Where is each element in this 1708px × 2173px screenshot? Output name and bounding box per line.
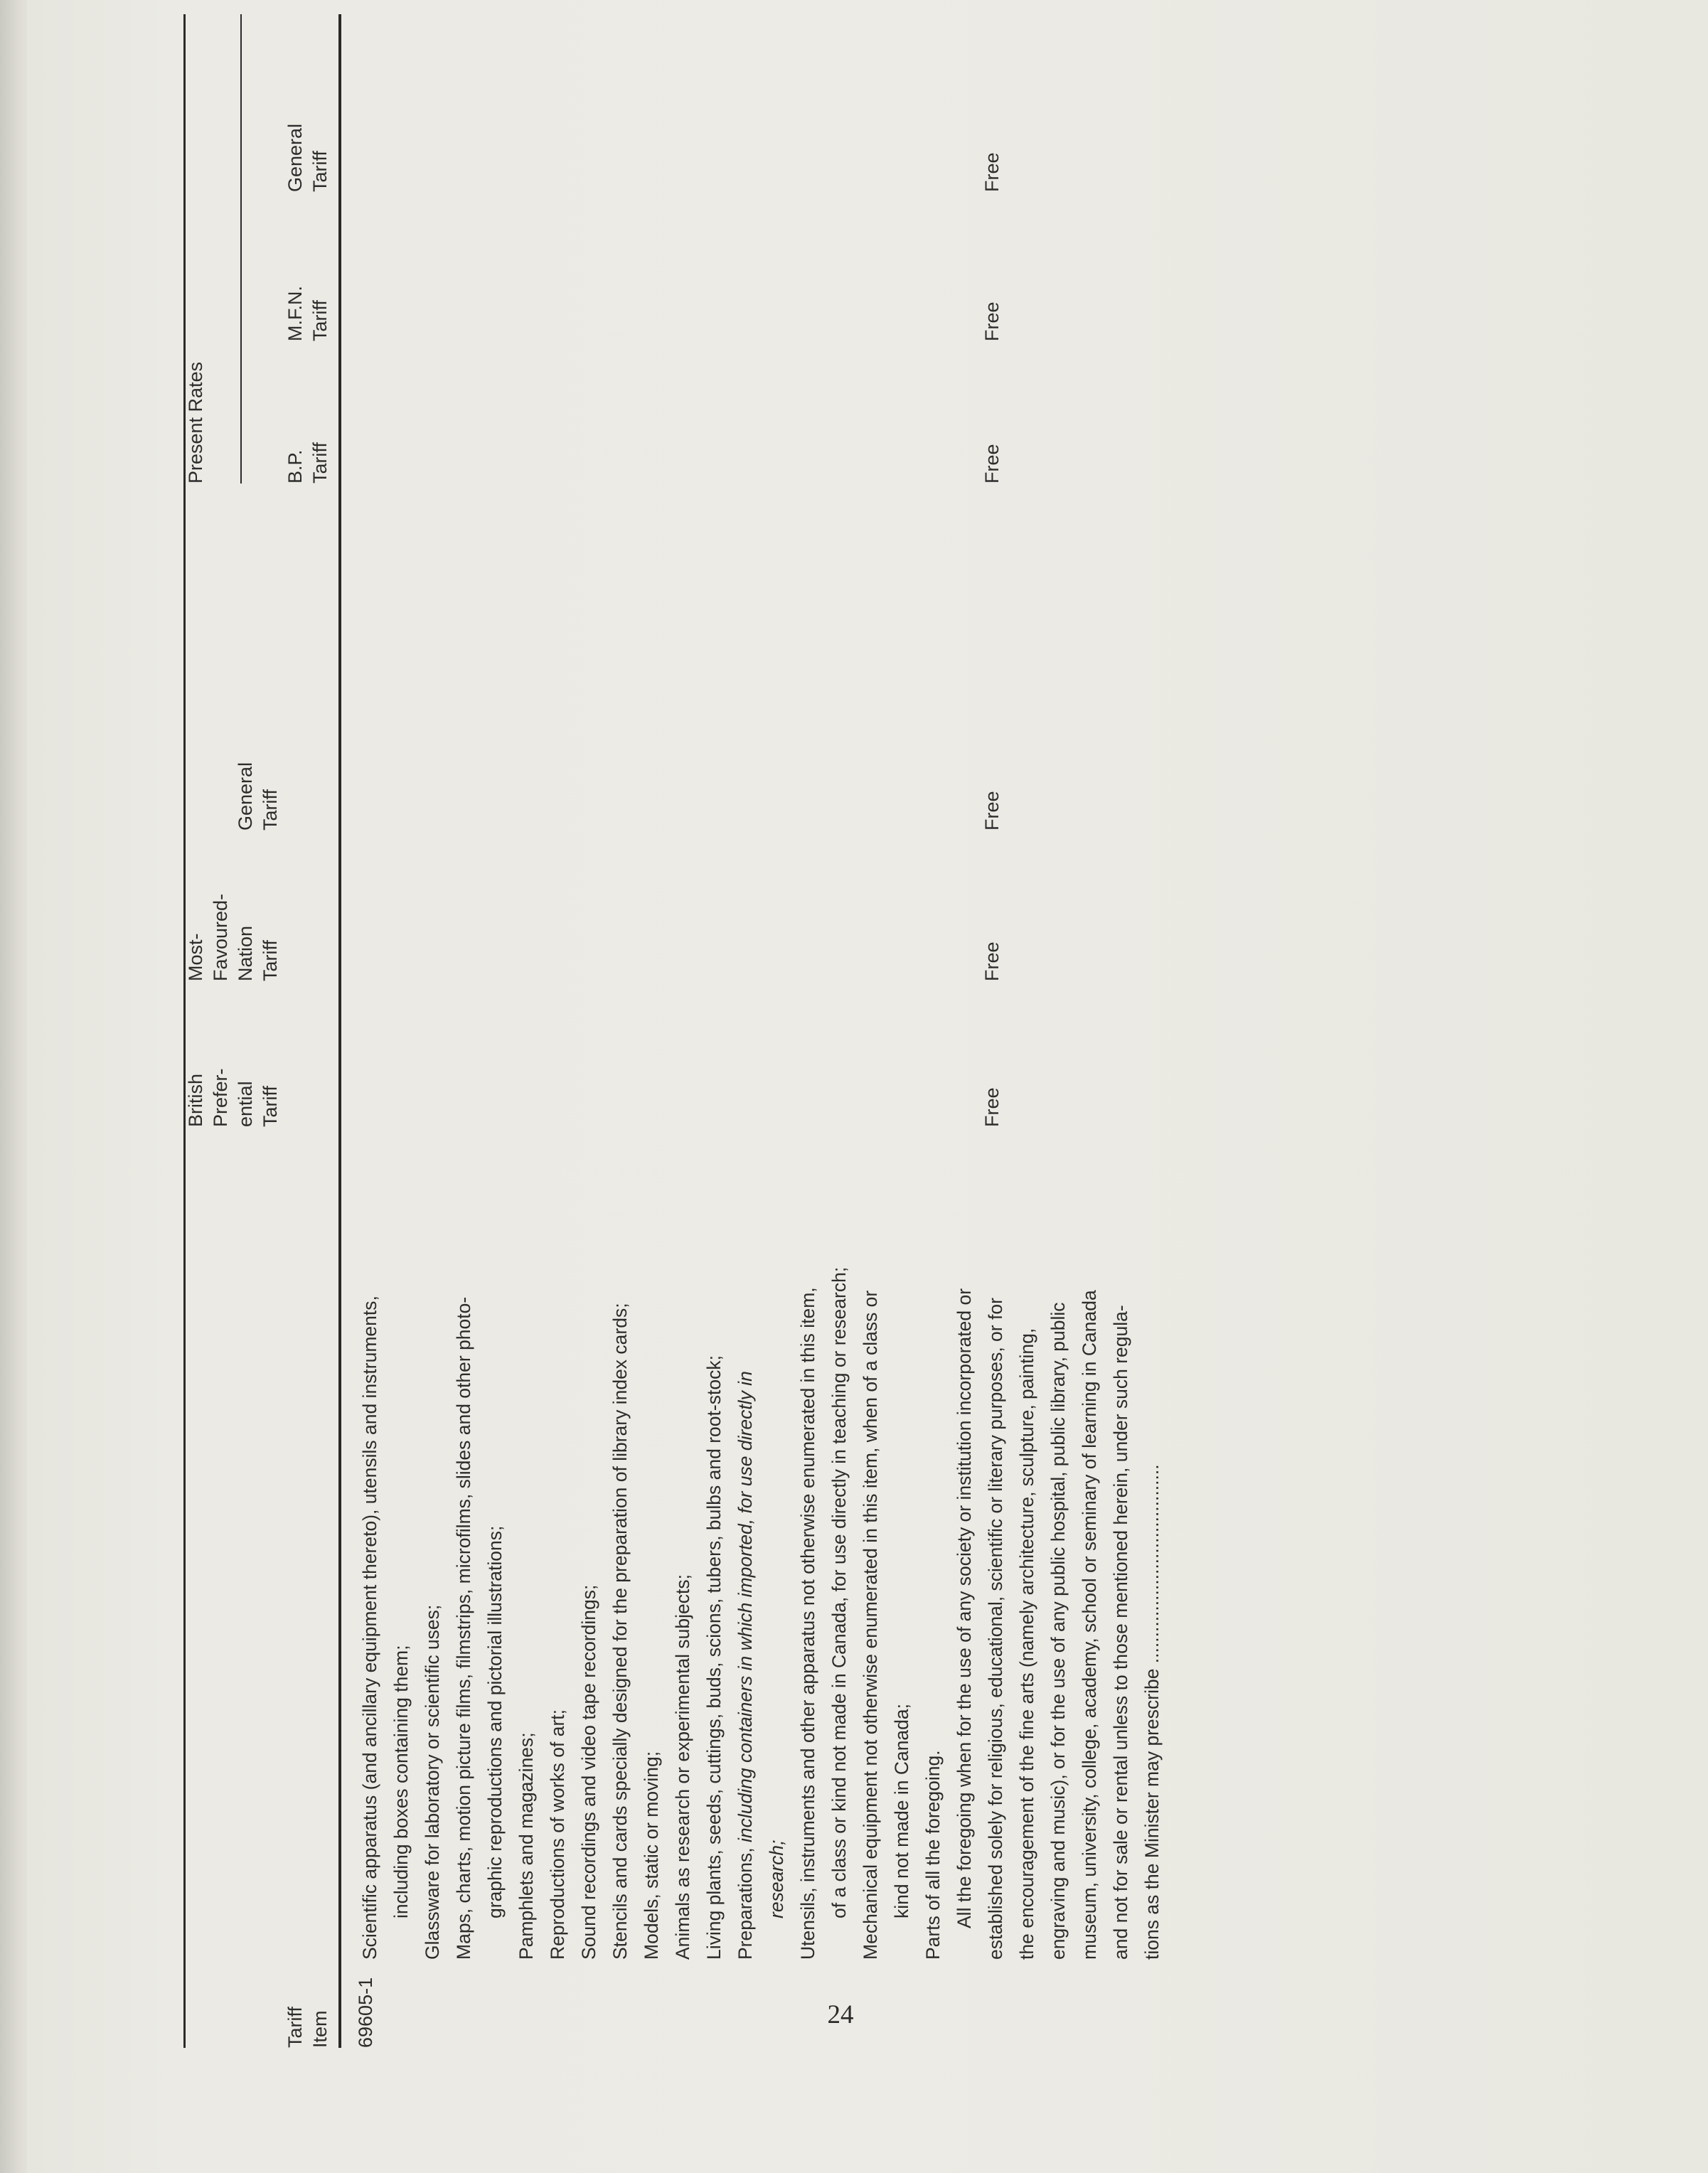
paragraph-line: and not for sale or rental unless to those mentioned herein, under such regula- xyxy=(1110,1305,1131,1960)
header-mfn: M.F.N. Tariff xyxy=(284,286,331,341)
rate-most-favoured-nation: Free xyxy=(981,941,1003,981)
description-line: Mechanical equipment not otherwise enumerated in this item, when of a class or xyxy=(860,1290,881,1960)
paragraph-line: established solely for religious, educational, scientific or literary purposes, or for xyxy=(985,1298,1006,1960)
rate-present-general: Free xyxy=(981,152,1003,192)
description-line xyxy=(730,1142,761,1960)
item-description xyxy=(354,1142,1168,1960)
paragraph-line: All the foregoing when for the use of any society or institution incorporated or xyxy=(954,1288,975,1928)
description-line: Stencils and cards specially designed for the preparation of library index cards; xyxy=(609,1303,631,1960)
paragraph-line: engraving and music), or for the use of any public hospital, public library, public xyxy=(1047,1302,1069,1960)
header-most-favoured-nation: Most- Favoured- Nation Tariff xyxy=(185,893,281,981)
header-present-rates: Present Rates xyxy=(185,361,206,484)
description-line: Reproductions of works of art; xyxy=(547,1709,568,1960)
rate-present-bp: Free xyxy=(981,444,1003,484)
present-rates-rule xyxy=(240,14,242,484)
paragraph-line: the encouragement of the fine arts (namely architecture, sculpture, painting, xyxy=(1016,1328,1037,1960)
rate-british-preferential: Free xyxy=(981,1087,1003,1127)
description-line-plain: Preparations, xyxy=(735,1842,756,1960)
tariff-table xyxy=(183,0,1279,2048)
description-line: Scientific apparatus (and ancillary equipment thereto), utensils and instruments, xyxy=(359,1296,380,1960)
rate-general: Free xyxy=(981,791,1003,831)
description-line: kind not made in Canada; xyxy=(891,1703,912,1918)
description-line: including boxes containing them; xyxy=(390,1645,412,1918)
description-line: Utensils, instruments and other apparatus not otherwise enumerated in this item, xyxy=(797,1287,818,1960)
description-line: Parts of all the foregoing. xyxy=(922,1750,944,1960)
description-line: Glassware for laboratory or scientific uses; xyxy=(422,1604,443,1960)
description-line: Living plants, seeds, cuttings, buds, scions, tubers, bulbs and root-stock; xyxy=(703,1355,725,1960)
header-present-general: General Tariff xyxy=(284,123,331,192)
conditions-paragraph xyxy=(949,1142,1168,1960)
header-bottom-rule xyxy=(338,14,341,2048)
description-line: graphic reproductions and pictorial illustrations; xyxy=(484,1525,506,1918)
description-line-italic: including containers in which imported, for use directly in xyxy=(735,1371,756,1843)
description-line: Maps, charts, motion picture films, filmstrips, microfilms, slides and other photo- xyxy=(453,1296,474,1960)
tariff-item-number: 69605-1 xyxy=(355,1977,376,2048)
top-rule xyxy=(183,14,186,2048)
header-british-preferential: British Prefer- ential Tariff xyxy=(185,1068,281,1127)
header-tariff-item: Tariff Item xyxy=(284,2006,331,2048)
description-line: Pamphlets and magazines; xyxy=(516,1732,537,1960)
description-line: research; xyxy=(766,1840,787,1918)
header-bp: B.P. Tariff xyxy=(284,442,331,484)
page-number: 24 xyxy=(827,2000,854,2029)
description-line: Models, static or moving; xyxy=(641,1751,662,1960)
description-line: of a class or kind not made in Canada, for use directly in teaching or research; xyxy=(828,1266,850,1918)
description-line: Sound recordings and video tape recordings; xyxy=(578,1584,599,1960)
header-general: General Tariff xyxy=(235,762,281,831)
description-line: Animals as research or experimental subjects; xyxy=(672,1574,693,1960)
paragraph-line: museum, university, college, academy, school or seminary of learning in Canada xyxy=(1079,1290,1100,1960)
description-list xyxy=(354,1142,949,1960)
rate-present-mfn: Free xyxy=(981,301,1003,341)
paragraph-line: tions as the Minister may prescribe ...................................... xyxy=(1141,1464,1163,1960)
